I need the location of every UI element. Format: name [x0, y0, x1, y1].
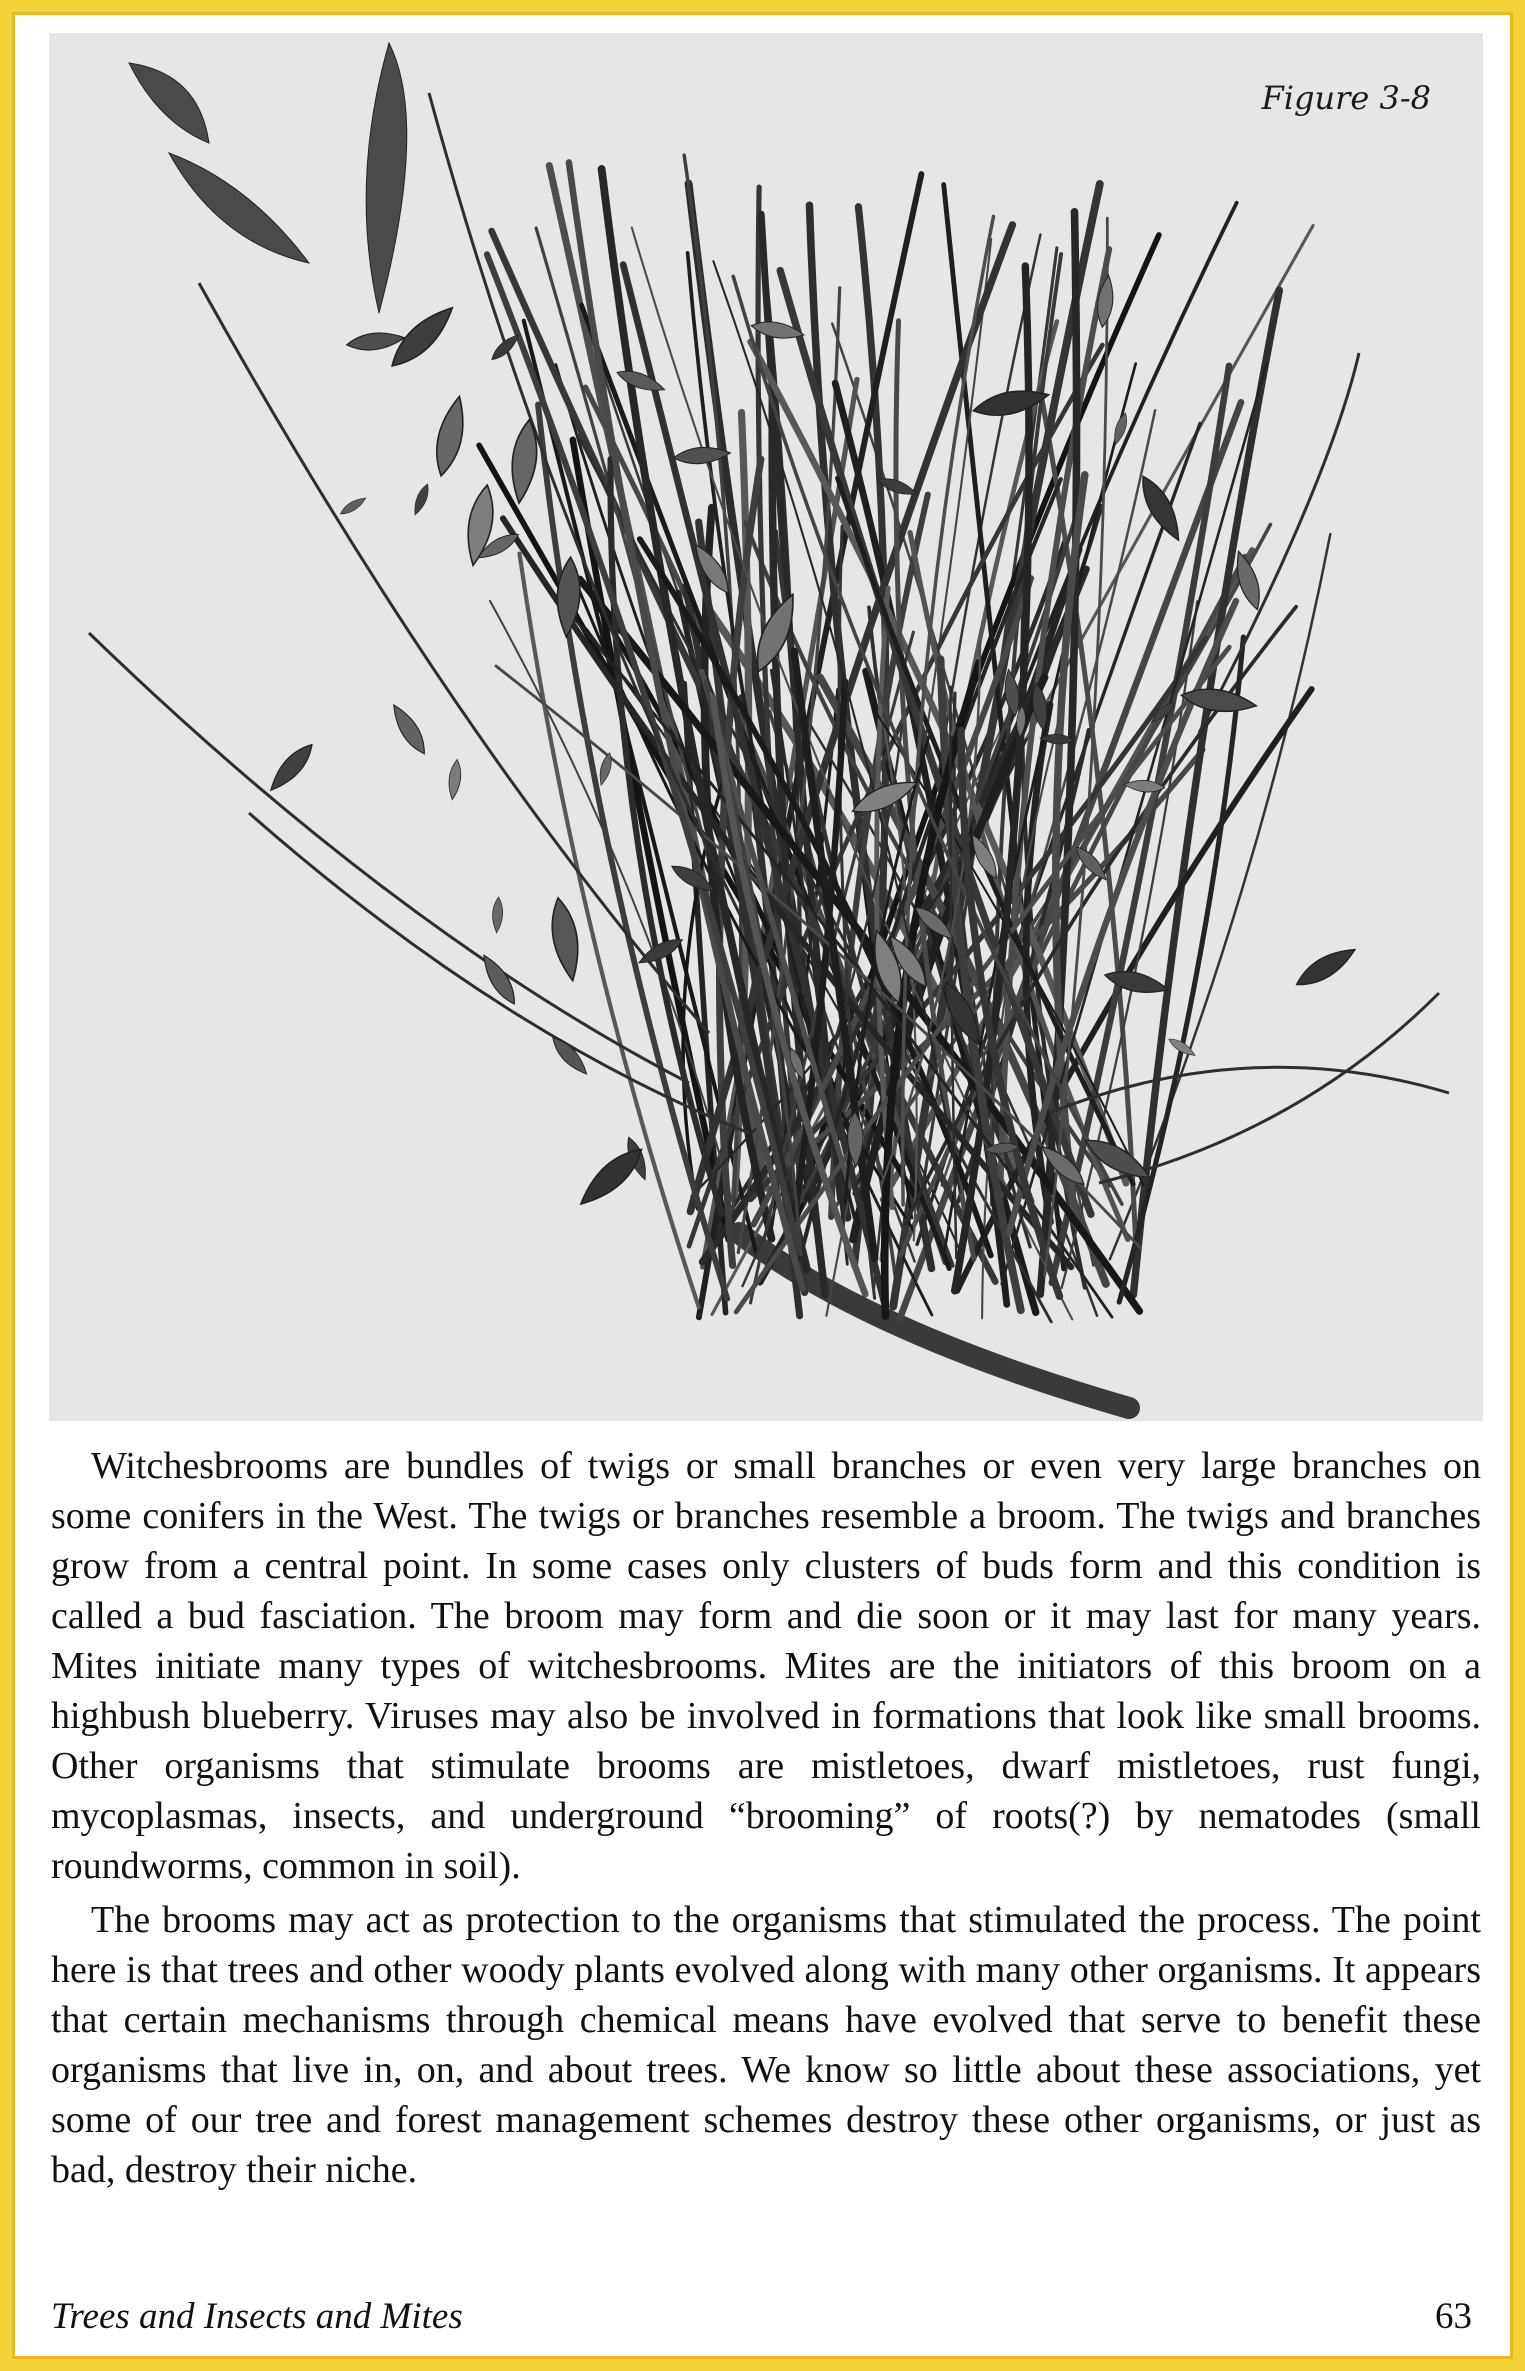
figure-label: Figure 3-8	[1261, 79, 1431, 117]
paragraph-1: Witchesbrooms are bundles of twigs or small branches or even very large branches on some conifers in the West. The twigs or branches resemble a broom. The twigs and branches grow from a central point. In some cases only clusters of buds form and this condition is called a bud fasciation. The broom may form and die soon or it may last for many years. Mites initiate many types of witchesbrooms. Mites are the initiators of this broom on a highbush blueberry. Viruses may also be involved in formations that look like small brooms. Other organisms that stimulate brooms are mistletoes, dwarf mistletoes, rust fungi, mycoplasmas, insects, and underground “brooming” of roots(?) by nematodes (small roundworms, common in soil).	[51, 1445, 1481, 1887]
page-footer	[51, 2295, 1472, 2338]
broom-twigs	[89, 93, 1449, 1408]
broom-illustration	[49, 33, 1483, 1421]
body-text	[51, 1441, 1481, 2195]
witchesbroom-photo	[49, 33, 1483, 1421]
page-number: 63	[1435, 2296, 1472, 2337]
running-title: Trees and Insects and Mites	[51, 2296, 463, 2337]
paragraph-2: The brooms may act as protection to the organisms that stimulated the process. The point here is that trees and other woody plants evolved along with many other organisms. It appears that certain mechanisms through chemical means have evolved that serve to benefit these organisms that live in, on, and about trees. We know so little about these associations, yet some of our tree and forest management schemes destroy these other organisms, or just as bad, destroy their niche.	[51, 1899, 1481, 2191]
book-page	[12, 12, 1513, 2359]
